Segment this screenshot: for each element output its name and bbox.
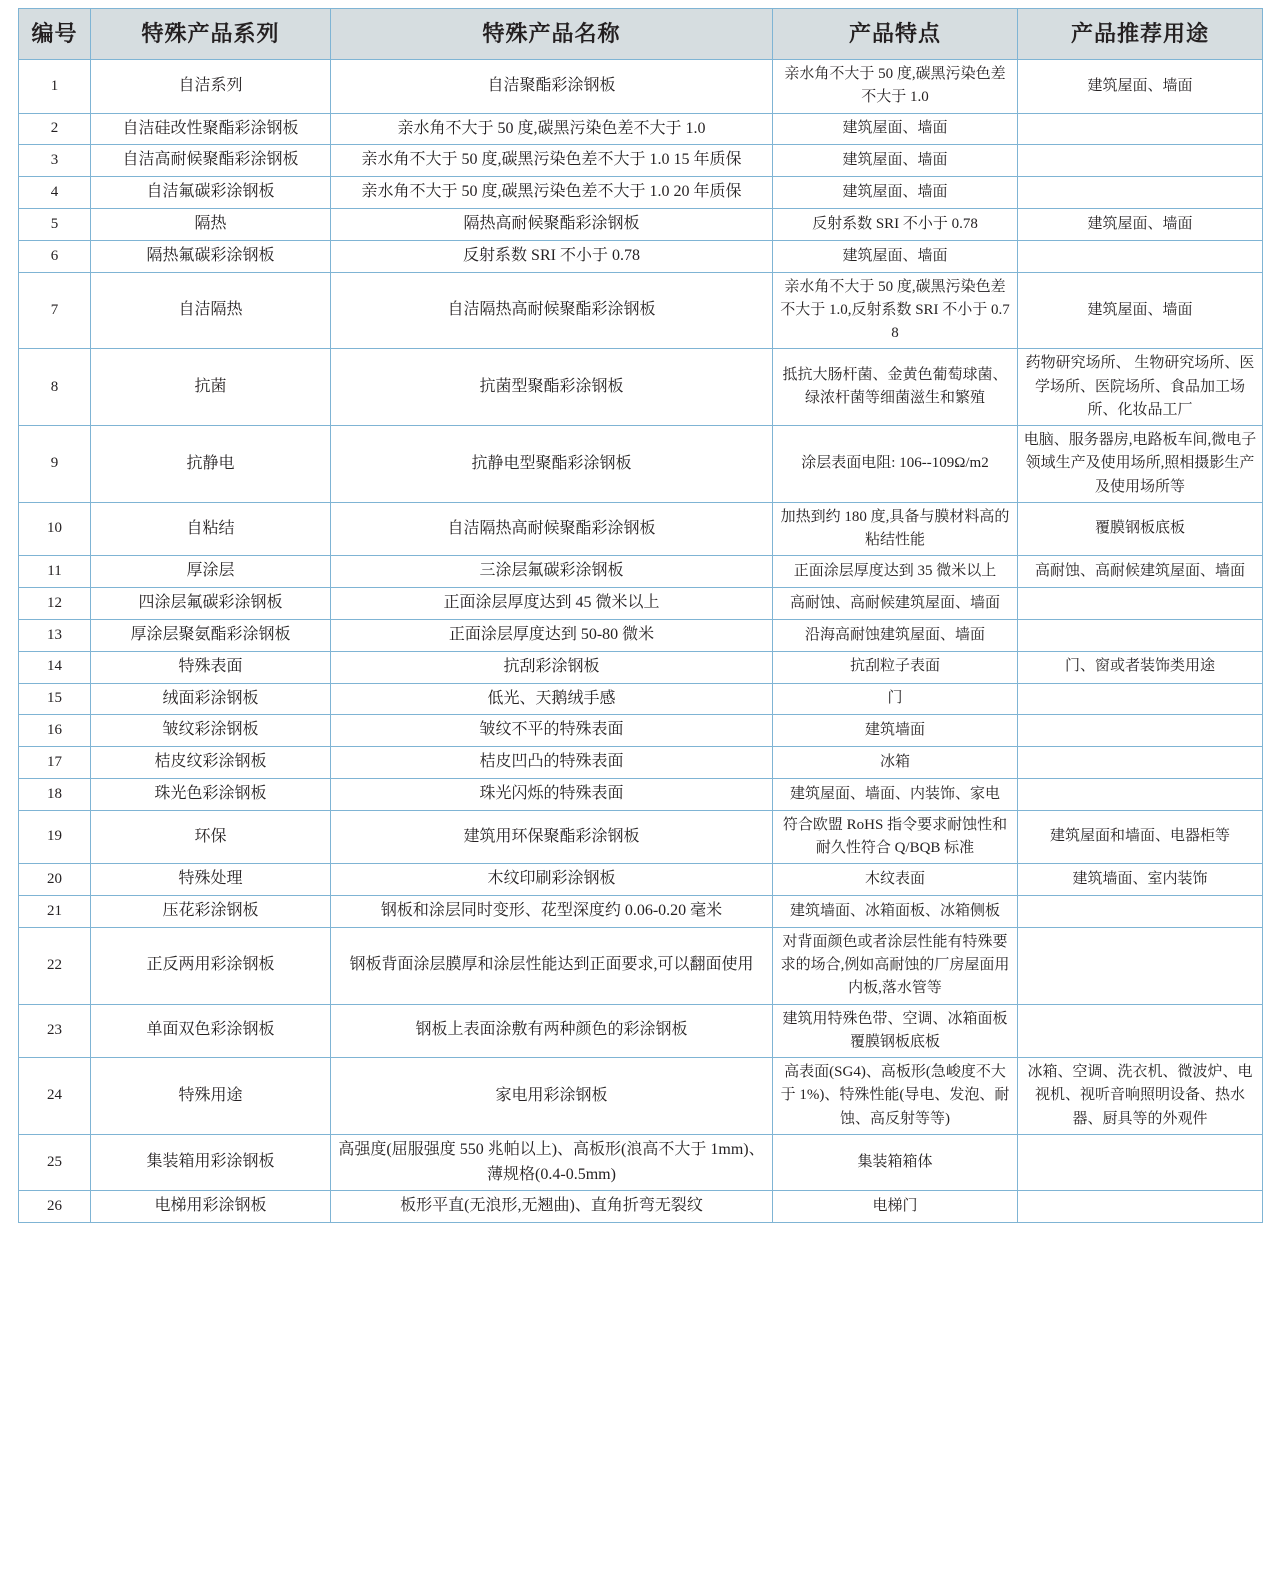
cell-recommended-usage: 电脑、服务器房,电路板车间,微电子领域生产及使用场所,照相摄影生产及使用场所等 (1018, 426, 1263, 503)
cell-number: 3 (19, 145, 91, 177)
cell-number: 9 (19, 426, 91, 503)
cell-series: 抗菌 (91, 349, 331, 426)
table-row (19, 556, 1263, 588)
cell-product-name: 自洁隔热高耐候聚酯彩涂钢板 (331, 502, 773, 556)
cell-number: 10 (19, 502, 91, 556)
cell-product-name: 自洁隔热高耐候聚酯彩涂钢板 (331, 272, 773, 349)
cell-number: 19 (19, 810, 91, 864)
cell-product-name: 抗菌型聚酯彩涂钢板 (331, 349, 773, 426)
table-row (19, 864, 1263, 896)
cell-number: 1 (19, 60, 91, 114)
cell-number: 2 (19, 113, 91, 145)
cell-number: 22 (19, 927, 91, 1004)
cell-series: 桔皮纹彩涂钢板 (91, 747, 331, 779)
cell-number: 6 (19, 240, 91, 272)
cell-product-feature: 建筑屋面、墙面 (773, 240, 1018, 272)
cell-product-name: 钢板背面涂层膜厚和涂层性能达到正面要求,可以翻面使用 (331, 927, 773, 1004)
cell-number: 26 (19, 1191, 91, 1223)
cell-series: 自洁隔热 (91, 272, 331, 349)
cell-series: 电梯用彩涂钢板 (91, 1191, 331, 1223)
cell-product-name: 三涂层氟碳彩涂钢板 (331, 556, 773, 588)
cell-product-feature: 符合欧盟 RoHS 指令要求耐蚀性和耐久性符合 Q/BQB 标准 (773, 810, 1018, 864)
cell-number: 7 (19, 272, 91, 349)
cell-recommended-usage (1018, 1134, 1263, 1191)
cell-number: 17 (19, 747, 91, 779)
cell-product-name: 正面涂层厚度达到 50-80 微米 (331, 619, 773, 651)
special-products-table (18, 8, 1263, 1223)
cell-recommended-usage (1018, 619, 1263, 651)
cell-product-feature: 对背面颜色或者涂层性能有特殊要求的场合,例如高耐蚀的厂房屋面用内板,落水管等 (773, 927, 1018, 1004)
cell-recommended-usage (1018, 927, 1263, 1004)
table-row (19, 927, 1263, 1004)
table-row (19, 619, 1263, 651)
table-row (19, 1058, 1263, 1135)
cell-product-name: 亲水角不大于 50 度,碳黑污染色差不大于 1.0 20 年质保 (331, 177, 773, 209)
cell-product-feature: 木纹表面 (773, 864, 1018, 896)
cell-recommended-usage (1018, 715, 1263, 747)
column-header-name: 特殊产品名称 (331, 9, 773, 60)
cell-recommended-usage: 建筑屋面和墙面、电器柜等 (1018, 810, 1263, 864)
cell-series: 环保 (91, 810, 331, 864)
cell-recommended-usage (1018, 588, 1263, 620)
cell-recommended-usage (1018, 683, 1263, 715)
cell-series: 珠光色彩涂钢板 (91, 778, 331, 810)
table-row (19, 1004, 1263, 1058)
table-header (19, 9, 1263, 60)
table-row (19, 896, 1263, 928)
table-row (19, 715, 1263, 747)
cell-product-name: 高强度(屈服强度 550 兆帕以上)、高板形(浪高不大于 1mm)、薄规格(0.4-0.5mm) (331, 1134, 773, 1191)
cell-series: 绒面彩涂钢板 (91, 683, 331, 715)
cell-product-feature: 建筑屋面、墙面、内装饰、家电 (773, 778, 1018, 810)
cell-product-name: 正面涂层厚度达到 45 微米以上 (331, 588, 773, 620)
cell-product-feature: 沿海高耐蚀建筑屋面、墙面 (773, 619, 1018, 651)
cell-recommended-usage (1018, 1191, 1263, 1223)
table-row (19, 113, 1263, 145)
cell-product-name: 亲水角不大于 50 度,碳黑污染色差不大于 1.0 15 年质保 (331, 145, 773, 177)
cell-product-name: 隔热高耐候聚酯彩涂钢板 (331, 208, 773, 240)
cell-product-feature: 高表面(SG4)、高板形(急峻度不大于 1%)、特殊性能(导电、发泡、耐蚀、高反射等等) (773, 1058, 1018, 1135)
table-row (19, 208, 1263, 240)
cell-series: 自洁系列 (91, 60, 331, 114)
cell-product-feature: 亲水角不大于 50 度,碳黑污染色差不大于 1.0,反射系数 SRI 不小于 0.78 (773, 272, 1018, 349)
cell-recommended-usage: 建筑屋面、墙面 (1018, 272, 1263, 349)
column-header-series: 特殊产品系列 (91, 9, 331, 60)
cell-recommended-usage: 冰箱、空调、洗衣机、微波炉、电视机、视听音响照明设备、热水器、厨具等的外观件 (1018, 1058, 1263, 1135)
column-header-usage: 产品推荐用途 (1018, 9, 1263, 60)
cell-number: 12 (19, 588, 91, 620)
cell-product-feature: 亲水角不大于 50 度,碳黑污染色差不大于 1.0 (773, 60, 1018, 114)
table-row (19, 588, 1263, 620)
table-row (19, 778, 1263, 810)
cell-product-name: 钢板和涂层同时变形、花型深度约 0.06-0.20 毫米 (331, 896, 773, 928)
cell-product-name: 自洁聚酯彩涂钢板 (331, 60, 773, 114)
cell-product-name: 桔皮凹凸的特殊表面 (331, 747, 773, 779)
cell-recommended-usage: 建筑屋面、墙面 (1018, 60, 1263, 114)
cell-series: 特殊处理 (91, 864, 331, 896)
table-row (19, 272, 1263, 349)
cell-series: 压花彩涂钢板 (91, 896, 331, 928)
table-row (19, 349, 1263, 426)
cell-product-feature: 涂层表面电阻: 106--109Ω/m2 (773, 426, 1018, 503)
cell-product-feature: 冰箱 (773, 747, 1018, 779)
cell-product-name: 建筑用环保聚酯彩涂钢板 (331, 810, 773, 864)
cell-series: 隔热氟碳彩涂钢板 (91, 240, 331, 272)
cell-series: 抗静电 (91, 426, 331, 503)
cell-number: 20 (19, 864, 91, 896)
cell-series: 厚涂层聚氨酯彩涂钢板 (91, 619, 331, 651)
cell-recommended-usage (1018, 240, 1263, 272)
table-row (19, 810, 1263, 864)
table-row (19, 1191, 1263, 1223)
cell-number: 14 (19, 651, 91, 683)
table-row (19, 1134, 1263, 1191)
table-row (19, 683, 1263, 715)
cell-number: 4 (19, 177, 91, 209)
cell-product-feature: 建筑墙面、冰箱面板、冰箱侧板 (773, 896, 1018, 928)
table-row (19, 177, 1263, 209)
cell-product-feature: 高耐蚀、高耐候建筑屋面、墙面 (773, 588, 1018, 620)
cell-product-name: 钢板上表面涂敷有两种颜色的彩涂钢板 (331, 1004, 773, 1058)
cell-number: 13 (19, 619, 91, 651)
cell-series: 特殊表面 (91, 651, 331, 683)
cell-recommended-usage: 建筑屋面、墙面 (1018, 208, 1263, 240)
cell-series: 隔热 (91, 208, 331, 240)
cell-product-name: 抗刮彩涂钢板 (331, 651, 773, 683)
cell-recommended-usage (1018, 747, 1263, 779)
cell-recommended-usage (1018, 896, 1263, 928)
cell-number: 24 (19, 1058, 91, 1135)
cell-product-feature: 建筑屋面、墙面 (773, 113, 1018, 145)
cell-product-feature: 建筑用特殊色带、空调、冰箱面板覆膜钢板底板 (773, 1004, 1018, 1058)
column-header-feature: 产品特点 (773, 9, 1018, 60)
cell-product-feature: 抗刮粒子表面 (773, 651, 1018, 683)
cell-product-feature: 电梯门 (773, 1191, 1018, 1223)
cell-number: 16 (19, 715, 91, 747)
cell-series: 自洁氟碳彩涂钢板 (91, 177, 331, 209)
table-row (19, 502, 1263, 556)
cell-series: 自洁硅改性聚酯彩涂钢板 (91, 113, 331, 145)
cell-series: 集装箱用彩涂钢板 (91, 1134, 331, 1191)
cell-number: 18 (19, 778, 91, 810)
cell-recommended-usage: 药物研究场所、 生物研究场所、医学场所、医院场所、食品加工场所、化妆品工厂 (1018, 349, 1263, 426)
table-header-row (19, 9, 1263, 60)
column-header-number: 编号 (19, 9, 91, 60)
cell-series: 自洁高耐候聚酯彩涂钢板 (91, 145, 331, 177)
cell-recommended-usage: 门、窗或者装饰类用途 (1018, 651, 1263, 683)
cell-recommended-usage (1018, 177, 1263, 209)
cell-series: 皱纹彩涂钢板 (91, 715, 331, 747)
cell-series: 四涂层氟碳彩涂钢板 (91, 588, 331, 620)
table-row (19, 426, 1263, 503)
cell-product-feature: 建筑屋面、墙面 (773, 145, 1018, 177)
cell-product-name: 亲水角不大于 50 度,碳黑污染色差不大于 1.0 (331, 113, 773, 145)
table-row (19, 60, 1263, 114)
cell-product-feature: 正面涂层厚度达到 35 微米以上 (773, 556, 1018, 588)
cell-product-name: 家电用彩涂钢板 (331, 1058, 773, 1135)
cell-series: 厚涂层 (91, 556, 331, 588)
table-body (19, 60, 1263, 1223)
cell-recommended-usage: 覆膜钢板底板 (1018, 502, 1263, 556)
cell-number: 25 (19, 1134, 91, 1191)
table-row (19, 145, 1263, 177)
cell-number: 15 (19, 683, 91, 715)
cell-number: 23 (19, 1004, 91, 1058)
cell-recommended-usage: 高耐蚀、高耐候建筑屋面、墙面 (1018, 556, 1263, 588)
cell-product-name: 反射系数 SRI 不小于 0.78 (331, 240, 773, 272)
cell-series: 自粘结 (91, 502, 331, 556)
cell-recommended-usage (1018, 113, 1263, 145)
cell-series: 特殊用途 (91, 1058, 331, 1135)
cell-product-feature: 建筑墙面 (773, 715, 1018, 747)
cell-recommended-usage (1018, 778, 1263, 810)
cell-number: 11 (19, 556, 91, 588)
cell-series: 正反两用彩涂钢板 (91, 927, 331, 1004)
cell-product-feature: 门 (773, 683, 1018, 715)
cell-product-feature: 建筑屋面、墙面 (773, 177, 1018, 209)
cell-number: 21 (19, 896, 91, 928)
cell-product-name: 抗静电型聚酯彩涂钢板 (331, 426, 773, 503)
cell-product-name: 木纹印刷彩涂钢板 (331, 864, 773, 896)
cell-recommended-usage (1018, 1004, 1263, 1058)
cell-product-feature: 抵抗大肠杆菌、金黄色葡萄球菌、绿浓杆菌等细菌滋生和繁殖 (773, 349, 1018, 426)
cell-recommended-usage: 建筑墙面、室内装饰 (1018, 864, 1263, 896)
table-row (19, 651, 1263, 683)
cell-product-feature: 加热到约 180 度,具备与膜材料高的粘结性能 (773, 502, 1018, 556)
table-row (19, 747, 1263, 779)
cell-product-name: 皱纹不平的特殊表面 (331, 715, 773, 747)
cell-recommended-usage (1018, 145, 1263, 177)
cell-product-name: 板形平直(无浪形,无翘曲)、直角折弯无裂纹 (331, 1191, 773, 1223)
cell-product-name: 珠光闪烁的特殊表面 (331, 778, 773, 810)
cell-series: 单面双色彩涂钢板 (91, 1004, 331, 1058)
cell-number: 8 (19, 349, 91, 426)
cell-product-feature: 集装箱箱体 (773, 1134, 1018, 1191)
cell-product-name: 低光、天鹅绒手感 (331, 683, 773, 715)
table-row (19, 240, 1263, 272)
cell-number: 5 (19, 208, 91, 240)
cell-product-feature: 反射系数 SRI 不小于 0.78 (773, 208, 1018, 240)
